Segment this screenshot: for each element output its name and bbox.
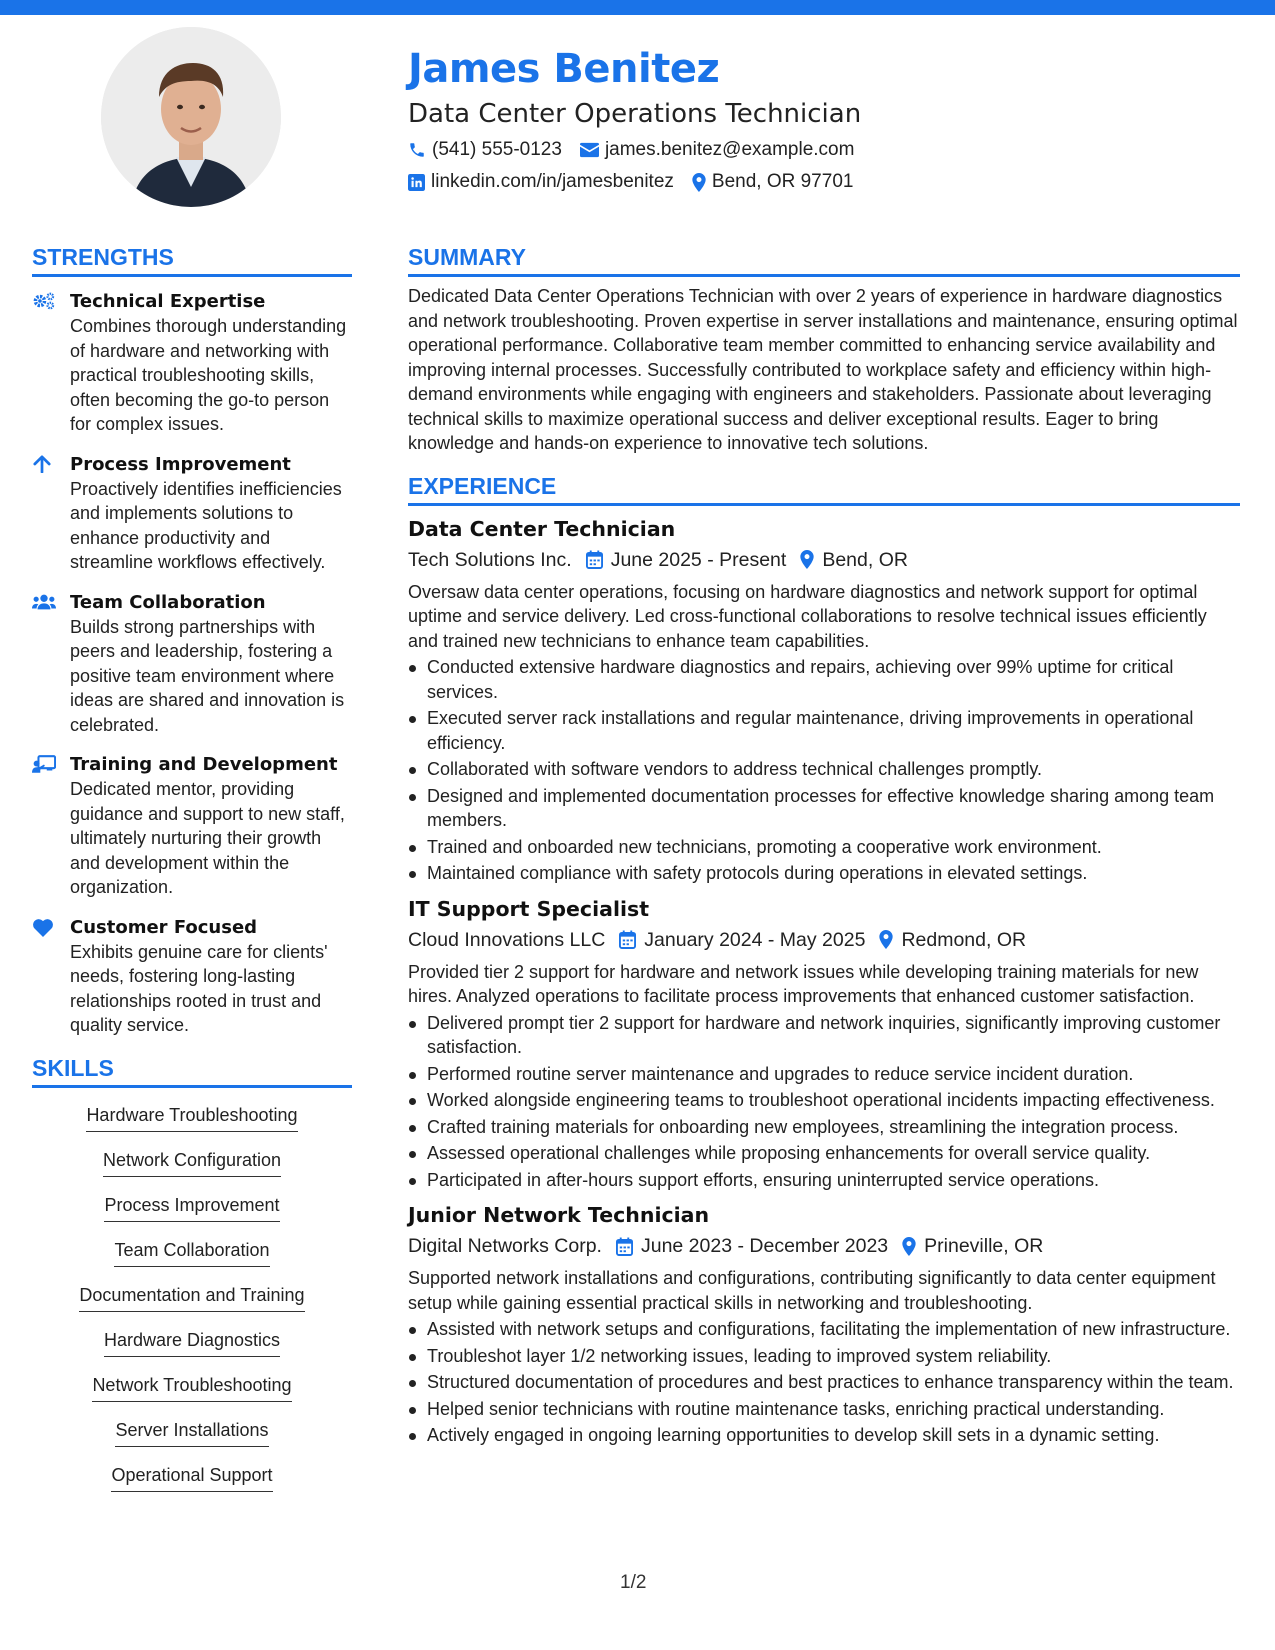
job-location-text: Prineville, OR [924,1235,1044,1257]
strength-desc: Builds strong partnerships with peers and leadership, fostering a positive team environment where ideas are shared and innovation is celebrated. [70,616,345,735]
skill-tag: Network Configuration [103,1148,281,1177]
job-location-text: Redmond, OR [901,928,1027,951]
job-description: Supported network installations and configurations, contributing significantly to data center equipment setup while gaining essential practical skills in networking and troubleshooting. [408,1268,1216,1313]
strength-desc: Exhibits genuine care for clients' needs, fostering long-lasting relationships rooted in trust and quality service. [70,941,328,1035]
job-company: Tech Solutions Inc. [408,548,572,571]
map-marker-icon [692,173,706,192]
job-description: Oversaw data center operations, focusing on hardware diagnostics and network support for optimal uptime and service delivery. Led cross-functional collaborations to resolve technical issues efficiently and trained new technicians to enhance team capabilities. [408,581,1207,651]
job-bullet: Maintained compliance with safety protocols during operations in elevated settings. [408,861,1240,886]
job-bullet: Performed routine server maintenance and upgrades to reduce service incident duration. [408,1062,1240,1087]
profile-photo [101,27,281,207]
strength-item [32,916,352,1038]
skill-tag: Hardware Troubleshooting [86,1103,297,1132]
skills-list [32,1096,352,1501]
strength-item [32,290,352,437]
job-dates [616,1230,888,1262]
job-bullet: Troubleshot layer 1/2 networking issues, leading to improved system reliability. [408,1344,1240,1369]
job-bullet: Designed and implemented documentation processes for effective knowledge sharing among team members. [408,784,1240,833]
strength-title: Process Improvement [70,453,291,475]
linkedin-icon [408,174,425,191]
candidate-role: Data Center Operations Technician [408,99,862,129]
page-number: 1/2 [620,1572,647,1593]
email-text: james.benitez@example.com [604,139,855,160]
strength-item [32,453,352,575]
job-bullets [408,655,1240,886]
strength-title: Customer Focused [70,916,258,938]
job-bullet: Collaborated with software vendors to address technical challenges promptly. [408,757,1240,782]
location-contact [692,168,854,196]
job-entry [408,1200,1240,1448]
job-bullet: Structured documentation of procedures and best practices to enhance transparency within the team. [408,1370,1240,1395]
strength-desc: Combines thorough understanding of hardware and networking with practical troubleshooting skills, often becoming the go-to person for complex issues. [70,316,347,434]
job-bullet: Executed server rack installations and regular maintenance, driving improvements in operational efficiency. [408,706,1240,755]
envelope-icon [580,142,599,158]
job-company: Cloud Innovations LLC [408,928,606,951]
strengths-list [32,290,352,1038]
job-dates-text: June 2023 - December 2023 [640,1235,889,1257]
job-dates [619,924,865,956]
strengths-heading: STRENGTHS [32,243,352,277]
job-title: Junior Network Technician [408,1203,710,1227]
strength-desc: Dedicated mentor, providing guidance and support to new staff, ultimately nurturing their growth and development within the organization. [70,779,345,897]
summary-text: Dedicated Data Center Operations Technician with over 2 years of experience in hardware diagnostics and network troubleshooting. Proven expertise in server installations and maintenance, ensuring optimal operational performance. Collaborative team member committed to enhancing service availability and improving internal processes. Successfully contributed to workplace safety and efficiency within high-demand environments while engaging with engineers and stakeholders. Passionate about leveraging technical skills to maximize operational success and deliver exceptional results. Eager to bring knowledge and hands-on experience to innovative tech solutions. [408,286,1238,453]
job-dates-text: January 2024 - May 2025 [644,928,866,951]
skill-tag: Process Improvement [104,1193,279,1222]
job-meta [408,924,1240,956]
skill-tag: Documentation and Training [79,1283,304,1312]
top-accent-bar [0,0,1275,15]
job-bullets [408,1317,1240,1448]
phone-text: (541) 555-0123 [432,139,562,160]
heart-icon [32,918,54,937]
strength-title: Team Collaboration [70,591,266,613]
summary-heading: SUMMARY [408,243,1240,277]
job-dates [586,544,787,576]
job-meta [408,544,1240,576]
contact-row-1 [408,136,1228,164]
skill-tag: Server Installations [115,1418,268,1447]
map-marker-icon [902,1237,916,1256]
job-dates-text: June 2025 - Present [610,548,787,571]
experience-heading: EXPERIENCE [408,472,1240,506]
strength-item [32,753,352,900]
job-description: Provided tier 2 support for hardware and network issues while developing training materials for new hires. Analyzed operations to facilitate process improvements that enhanced customer satisfaction. [408,961,1199,1006]
map-marker-icon [879,930,893,949]
strength-item [32,591,352,738]
skills-heading: SKILLS [32,1054,352,1088]
job-title: Data Center Technician [408,516,676,541]
job-location [902,1230,1043,1262]
job-bullet: Helped senior technicians with routine maintenance tasks, enriching practical understanding. [408,1397,1240,1422]
job-meta [408,1230,1240,1262]
job-entry [408,894,1240,1193]
job-bullet: Crafted training materials for onboarding new employees, streamlining the integration process. [408,1115,1240,1140]
job-bullet: Actively engaged in ongoing learning opportunities to develop skill sets in a dynamic setting. [408,1423,1240,1448]
calendar-icon [616,1237,633,1256]
left-column [32,243,352,1501]
gears-icon [32,292,56,310]
job-company: Digital Networks Corp. [408,1235,602,1257]
email-contact[interactable] [580,136,855,164]
job-bullet: Participated in after-hours support efforts, ensuring uninterrupted service operations. [408,1168,1240,1193]
job-entry [408,514,1240,886]
chalkboard-teacher-icon [32,755,56,774]
header [408,44,1228,196]
job-bullet: Worked alongside engineering teams to troubleshoot operational incidents impacting effectiveness. [408,1088,1240,1113]
arrow-up-icon [32,455,52,473]
job-bullet: Trained and onboarded new technicians, promoting a cooperative work environment. [408,835,1240,860]
job-location [879,924,1026,956]
strength-title: Technical Expertise [70,291,266,312]
phone-icon [408,141,426,159]
strength-desc: Proactively identifies inefficiencies and implements solutions to enhance productivity and streamline workflows effectively. [70,478,342,572]
users-icon [32,593,56,611]
candidate-name: James Benitez [408,46,720,92]
linkedin-text: linkedin.com/in/jamesbenitez [431,171,674,192]
contact-row-2 [408,168,1228,196]
phone-contact[interactable] [408,136,562,164]
job-location [800,544,908,576]
skill-tag: Hardware Diagnostics [104,1328,280,1357]
job-title: IT Support Specialist [408,896,649,921]
job-bullet: Assisted with network setups and configurations, facilitating the implementation of new infrastructure. [408,1317,1240,1342]
location-text: Bend, OR 97701 [711,171,854,192]
job-bullet: Conducted extensive hardware diagnostics and repairs, achieving over 99% uptime for critical services. [408,655,1240,704]
calendar-icon [619,930,636,949]
map-marker-icon [800,550,814,569]
job-bullet: Assessed operational challenges while proposing enhancements for overall service quality. [408,1141,1240,1166]
calendar-icon [586,550,603,569]
job-location-text: Bend, OR [822,548,908,571]
linkedin-contact[interactable] [408,168,674,196]
skill-tag: Operational Support [111,1463,272,1492]
skill-tag: Network Troubleshooting [92,1373,291,1402]
job-bullet: Delivered prompt tier 2 support for hardware and network inquiries, significantly improving customer satisfaction. [408,1011,1240,1060]
skill-tag: Team Collaboration [114,1238,269,1267]
strength-title: Training and Development [70,754,338,775]
right-column [408,243,1240,1450]
job-bullets [408,1011,1240,1193]
